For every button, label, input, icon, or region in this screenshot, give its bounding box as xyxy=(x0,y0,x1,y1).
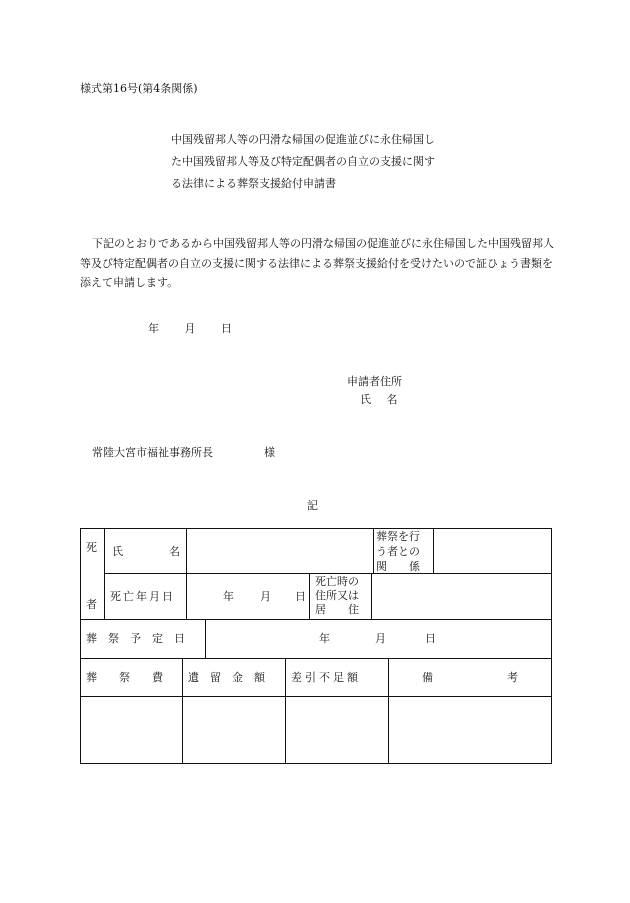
funeral-details-table xyxy=(80,528,552,764)
relation-field[interactable] xyxy=(434,529,551,573)
funeral-date-label: 葬 祭 予 定 日 xyxy=(86,632,185,645)
date-month-label: 月 xyxy=(184,322,196,335)
date-of-death-label: 死亡年月日 xyxy=(110,590,175,603)
shortfall-header: 差引不足額 xyxy=(291,671,361,684)
shortfall-field[interactable] xyxy=(286,697,388,763)
funeral-date-day: 日 xyxy=(425,632,436,645)
remarks-field[interactable] xyxy=(389,697,551,763)
date-of-death-day: 日 xyxy=(295,590,306,603)
title-line-1: 中国残留邦人等の円滑な帰国の促進並びに永住帰国し xyxy=(171,133,435,146)
relation-label-line-3: 関 係 xyxy=(376,560,420,573)
address-at-death-label-1: 死亡時の xyxy=(315,575,359,588)
recipient-office: 常陸大宮市福祉事務所長 xyxy=(92,446,213,459)
funeral-cost-header: 葬 祭 費 xyxy=(86,671,163,684)
estate-amount-field[interactable] xyxy=(183,697,285,763)
deceased-name-label-1: 氏 xyxy=(112,545,123,558)
estate-amount-header: 遺 留 金 額 xyxy=(188,671,265,684)
date-of-death-field[interactable] xyxy=(187,574,309,619)
funeral-date-month: 月 xyxy=(375,632,386,645)
document-title xyxy=(171,129,435,195)
address-at-death-label-2: 住所又は xyxy=(315,589,359,602)
deceased-label-top: 死 xyxy=(86,541,97,554)
title-line-2: た中国残留邦人等及び特定配偶者の自立の支援に関す xyxy=(171,155,435,168)
date-year-label: 年 xyxy=(148,322,159,335)
applicant-address-label: 申請者住所 xyxy=(347,375,402,388)
application-date xyxy=(148,320,232,336)
form-number: 様式第16号(第4条関係) xyxy=(80,82,198,95)
recipient-suffix: 様 xyxy=(264,446,275,459)
date-of-death-year: 年 xyxy=(223,590,234,603)
deceased-name-field[interactable] xyxy=(187,529,373,573)
address-at-death-field[interactable] xyxy=(372,574,551,619)
relation-label-line-2: う者との xyxy=(376,545,420,558)
intro-paragraph: 下記のとおりであるから中国残留邦人等の円滑な帰国の促進並びに永住帰国した中国残留邦人等及び特定配偶者の自立の支援に関する法律による葬祭支援給付を受けたいので証ひょう書類を添えて申請します。 xyxy=(80,237,554,289)
deceased-label-bottom: 者 xyxy=(86,598,97,611)
remarks-header-2: 考 xyxy=(507,671,518,684)
address-at-death-label-3: 居 住 xyxy=(315,603,359,616)
remarks-header-1: 備 xyxy=(422,671,433,684)
funeral-date-year: 年 xyxy=(319,632,330,645)
applicant-name-label xyxy=(360,391,398,407)
funeral-cost-field[interactable] xyxy=(81,697,182,763)
deceased-name-label-2: 名 xyxy=(169,545,180,558)
relation-label-line-1: 葬祭を行 xyxy=(376,530,420,543)
applicant-name-label-1: 氏 xyxy=(360,393,371,406)
date-day-label: 日 xyxy=(221,322,232,335)
date-of-death-month: 月 xyxy=(260,590,271,603)
title-line-3: る法律による葬祭支援給付申請書 xyxy=(171,177,336,190)
funeral-date-field[interactable] xyxy=(206,620,551,658)
ki-label: 記 xyxy=(307,499,318,512)
applicant-name-label-2: 名 xyxy=(386,393,398,406)
